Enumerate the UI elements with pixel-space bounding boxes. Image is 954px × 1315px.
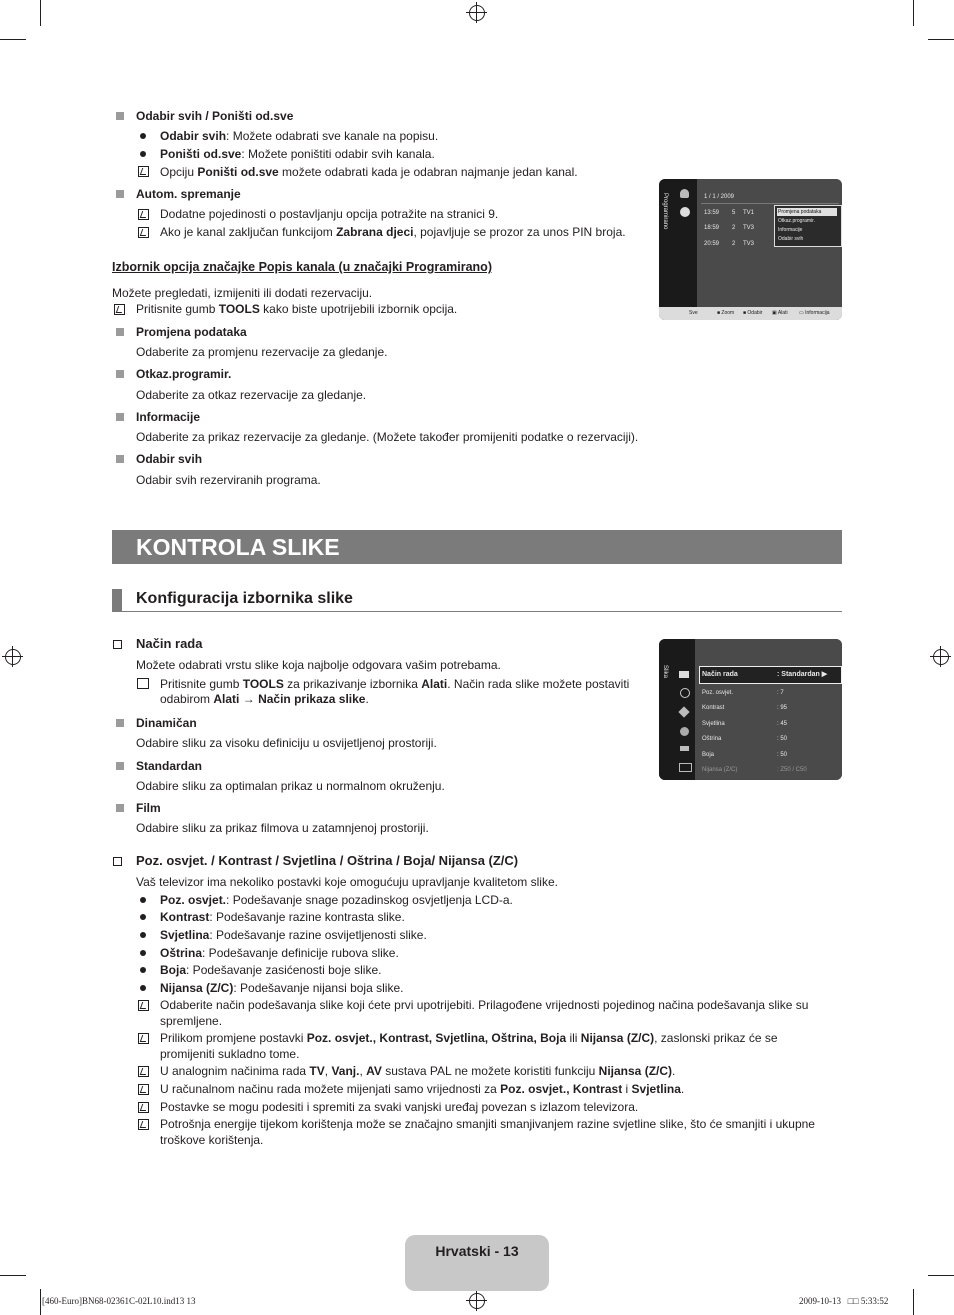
crop-mark [40, 1289, 41, 1315]
application-icon [679, 763, 692, 772]
schedule-name: TV1 [743, 210, 755, 216]
picture-menu-screen [659, 639, 842, 780]
menu-value: : Z50 / C50 [777, 767, 807, 773]
mode-item-desc: Odabire sliku za prikaz filmova u zatamnjenoj prostoriji. [136, 821, 429, 835]
adjust-note-5: Postavke se mogu podesiti i spremiti za svaki vanjski uređaj povezan s izlazom televizora. [160, 1100, 639, 1114]
menu-label[interactable]: Boja [702, 752, 715, 758]
menu-label: Način rada [702, 671, 738, 678]
menu-label[interactable]: Kontrast [702, 705, 725, 711]
adjust-note-1-cont: spremljene. [160, 1014, 223, 1028]
heading-select-all: Odabir svih / Poništi od.sve [136, 109, 294, 123]
option-item[interactable]: Odabir svih [778, 236, 804, 242]
adjust-bullet: Kontrast: Podešavanje razine kontrasta slike. [160, 910, 405, 924]
note-icon [138, 1033, 149, 1044]
square-bullet-icon [116, 455, 124, 463]
registration-mark-icon [469, 1293, 485, 1309]
menu-value: : Standardan ▶ [777, 671, 828, 678]
bullet-icon [140, 932, 146, 938]
subtitle-marker [112, 589, 122, 611]
square-bullet-icon [116, 370, 124, 378]
mode-tools-note-2: odabirom Alati → Način prikaza slike. [160, 692, 369, 706]
adjust-note-4: U računalnom načinu rada možete mijenjati samo vrijednosti za Poz. osvjet., Kontrast i Svjetlina. [160, 1082, 685, 1096]
screen-button-label: ■ Zoom [717, 310, 735, 316]
option-item[interactable]: Otkaz.programir. [778, 218, 815, 224]
note-icon [138, 209, 149, 220]
bullet-icon [140, 950, 146, 956]
option-desc: Odabir svih rezerviranih programa. [136, 473, 321, 487]
menu-value: : 7 [777, 690, 784, 696]
option-heading: Otkaz.programir. [136, 367, 232, 381]
heading-autosave: Autom. spremanje [136, 187, 241, 201]
screen-button-label: ■ Odabir [743, 310, 763, 316]
bullet-select-all: Odabir svih: Možete odabrati sve kanale na popisu. [160, 129, 439, 143]
schedule-time: 18:59 [704, 225, 720, 231]
menu-label: Nijansa (Z/C) [702, 767, 738, 773]
footer-file: [460-Euro]BN68-02361C-02L10.ind13 13 [42, 1296, 196, 1306]
note-icon [114, 304, 125, 315]
schedule-channel: 2 [732, 225, 736, 231]
menu-label[interactable]: Poz. osvjet. [702, 690, 734, 696]
section-banner [112, 530, 842, 564]
menu-value: : 50 [777, 736, 788, 742]
mode-item-desc: Odabire sliku za optimalan prikaz u normalnom okruženju. [136, 779, 445, 793]
option-desc: Odaberite za promjenu rezervacije za gledanje. [136, 345, 388, 359]
registration-mark-icon [933, 649, 949, 665]
menu-label[interactable]: Svjetlina [702, 721, 725, 727]
menu-value: : 95 [777, 705, 788, 711]
note-autosave-2: Ako je kanal zaključan funkcijom Zabrana djeci, pojavljuje se prozor za unos PIN broja. [160, 225, 626, 239]
crop-mark [0, 1275, 26, 1276]
programmed-icon [680, 207, 690, 217]
square-bullet-icon [116, 328, 124, 336]
schedule-name: TV3 [743, 241, 755, 247]
mode-tools-note: Pritisnite gumb TOOLS za prikazivanje izbornika Alati. Način rada slike možete postaviti [160, 677, 630, 691]
option-item[interactable]: Promjena podataka [778, 209, 822, 215]
sound-icon [680, 688, 690, 698]
page-number: Hrvatski - 13 [435, 1243, 519, 1259]
schedule-time: 20:59 [704, 241, 720, 247]
note-icon [138, 1066, 149, 1077]
note-icon [138, 1102, 149, 1113]
screen-button-label: ▭ Informacija [799, 310, 830, 316]
bullet-icon [140, 151, 146, 157]
square-bullet-icon [116, 413, 124, 421]
registration-mark-icon [5, 649, 21, 665]
adjust-bullet: Boja: Podešavanje zasićenosti boje slike. [160, 963, 382, 977]
mode-heading: Način rada [136, 636, 203, 651]
adjust-note-6: Potrošnja energije tijekom korištenja može se značajno smanjiti smanjivanjem razine svjetline slike, što će smanjiti i ukupne [160, 1117, 815, 1131]
mode-item-desc: Odabire sliku za visoku definiciju u osvijetljenoj prostoriji. [136, 736, 437, 750]
bullet-deselect-all: Poništi od.sve: Možete poništiti odabir svih kanala. [160, 147, 435, 161]
adjust-bullet: Nijansa (Z/C): Podešavanje nijansi boja slike. [160, 981, 404, 995]
screen-side-label: Programirano [662, 193, 668, 230]
crop-mark [913, 1289, 914, 1315]
adjust-bullet: Oštrina: Podešavanje definicije rubova slike. [160, 946, 399, 960]
screen-date: 1 / 1 / 2009 [704, 194, 735, 200]
options-intro: Možete pregledati, izmijeniti ili dodati rezervaciju. [112, 286, 373, 300]
picture-icon [679, 671, 689, 678]
section-subtitle: Konfiguracija izbornika slike [136, 590, 353, 607]
square-bullet-icon [116, 190, 124, 198]
bullet-icon [140, 897, 146, 903]
note-icon [138, 1000, 149, 1011]
bullet-icon [140, 914, 146, 920]
option-desc: Odaberite za prikaz rezervacije za gledanje. (Možete također promijeniti podatke o rezervaciji). [136, 430, 639, 444]
programmed-screen [659, 179, 842, 320]
checkbox-bullet-icon [113, 640, 122, 649]
option-desc: Odaberite za otkaz rezervacije za gledanje. [136, 388, 367, 402]
input-icon [680, 746, 689, 751]
mode-item-heading: Film [136, 801, 161, 815]
note-autosave-1: Dodatne pojedinosti o postavljanju opcija potražite na stranici 9. [160, 207, 499, 221]
crop-mark [928, 39, 954, 40]
option-heading: Promjena podataka [136, 325, 247, 339]
registration-mark-icon [469, 5, 485, 21]
adjust-note-2-cont: promijeniti sukladno tome. [160, 1047, 300, 1061]
schedule-name: TV3 [743, 225, 755, 231]
crop-mark [40, 0, 41, 26]
mode-item-heading: Standardan [136, 759, 203, 773]
menu-label[interactable]: Oštrina [702, 736, 722, 742]
menu-value: : 45 [777, 721, 788, 727]
tools-icon [137, 678, 149, 689]
note-icon [138, 166, 149, 177]
square-bullet-icon [116, 112, 124, 120]
heart-icon [680, 189, 689, 198]
adjust-intro: Vaš televizor ima nekoliko postavki koje omogućuju upravljanje kvalitetom slike. [136, 875, 558, 889]
setup-gear-icon [680, 727, 689, 736]
adjust-note-3: U analognim načinima rada TV, Vanj., AV sustava PAL ne možete koristiti funkciju Nijansa (Z/C). [160, 1064, 676, 1078]
mode-item-heading: Dinamičan [136, 716, 197, 730]
bullet-icon [140, 967, 146, 973]
options-popup [774, 205, 842, 247]
checkbox-bullet-icon [113, 857, 122, 866]
screen-side-label: Slika [662, 665, 668, 679]
page-number-tab [405, 1235, 549, 1291]
mode-intro: Možete odabrati vrstu slike koja najbolje odgovara vašim potrebama. [136, 658, 501, 672]
square-bullet-icon [116, 804, 124, 812]
adjust-note-2: Prilikom promjene postavki Poz. osvjet., Kontrast, Svjetlina, Oštrina, Boja ili Nijansa (Z/C), zaslonski prikaz će se [160, 1031, 778, 1045]
note-icon [138, 227, 149, 238]
adjust-note-6-cont: troškove korištenja. [160, 1133, 264, 1147]
square-bullet-icon [116, 762, 124, 770]
note-deselect: Opciju Poništi od.sve možete odabrati kada je odabran najmanje jedan kanal. [160, 165, 578, 179]
adjust-heading: Poz. osvjet. / Kontrast / Svjetlina / Oštrina / Boja/ Nijansa (Z/C) [136, 853, 519, 868]
option-heading: Informacije [136, 410, 201, 424]
bullet-icon [140, 133, 146, 139]
schedule-channel: 5 [732, 210, 736, 216]
screen-button-label: Sve [689, 310, 698, 316]
options-title: Izbornik opcija značajke Popis kanala (u značajki Programirano) [112, 260, 492, 274]
note-icon [138, 1119, 149, 1130]
option-item[interactable]: Informacije [778, 227, 803, 233]
crop-mark [928, 1275, 954, 1276]
crop-mark [0, 39, 26, 40]
adjust-note-1: Odaberite način podešavanja slike koji ćete prvi upotrijebiti. Prilagođene vrijednosti pojedinog načina podešavanja slike su [160, 998, 809, 1012]
square-bullet-icon [116, 719, 124, 727]
adjust-bullet: Svjetlina: Podešavanje razine osvijetljenosti slike. [160, 928, 427, 942]
schedule-channel: 2 [732, 241, 736, 247]
subtitle-rule [112, 611, 842, 612]
bullet-icon [140, 985, 146, 991]
option-heading: Odabir svih [136, 452, 203, 466]
note-icon [138, 1084, 149, 1095]
menu-value: : 50 [777, 752, 788, 758]
schedule-time: 13:59 [704, 210, 720, 216]
crop-mark [913, 0, 914, 26]
options-note: Pritisnite gumb TOOLS kako biste upotrijebili izbornik opcija. [136, 302, 458, 316]
section-title: KONTROLA SLIKE [136, 534, 340, 560]
footer-timestamp: 2009-10-13 □□ 5:33:52 [799, 1296, 889, 1306]
adjust-bullet: Poz. osvjet.: Podešavanje snage pozadinskog osvjetljenja LCD-a. [160, 893, 513, 907]
screen-button-label: ▣ Alati [772, 310, 788, 316]
